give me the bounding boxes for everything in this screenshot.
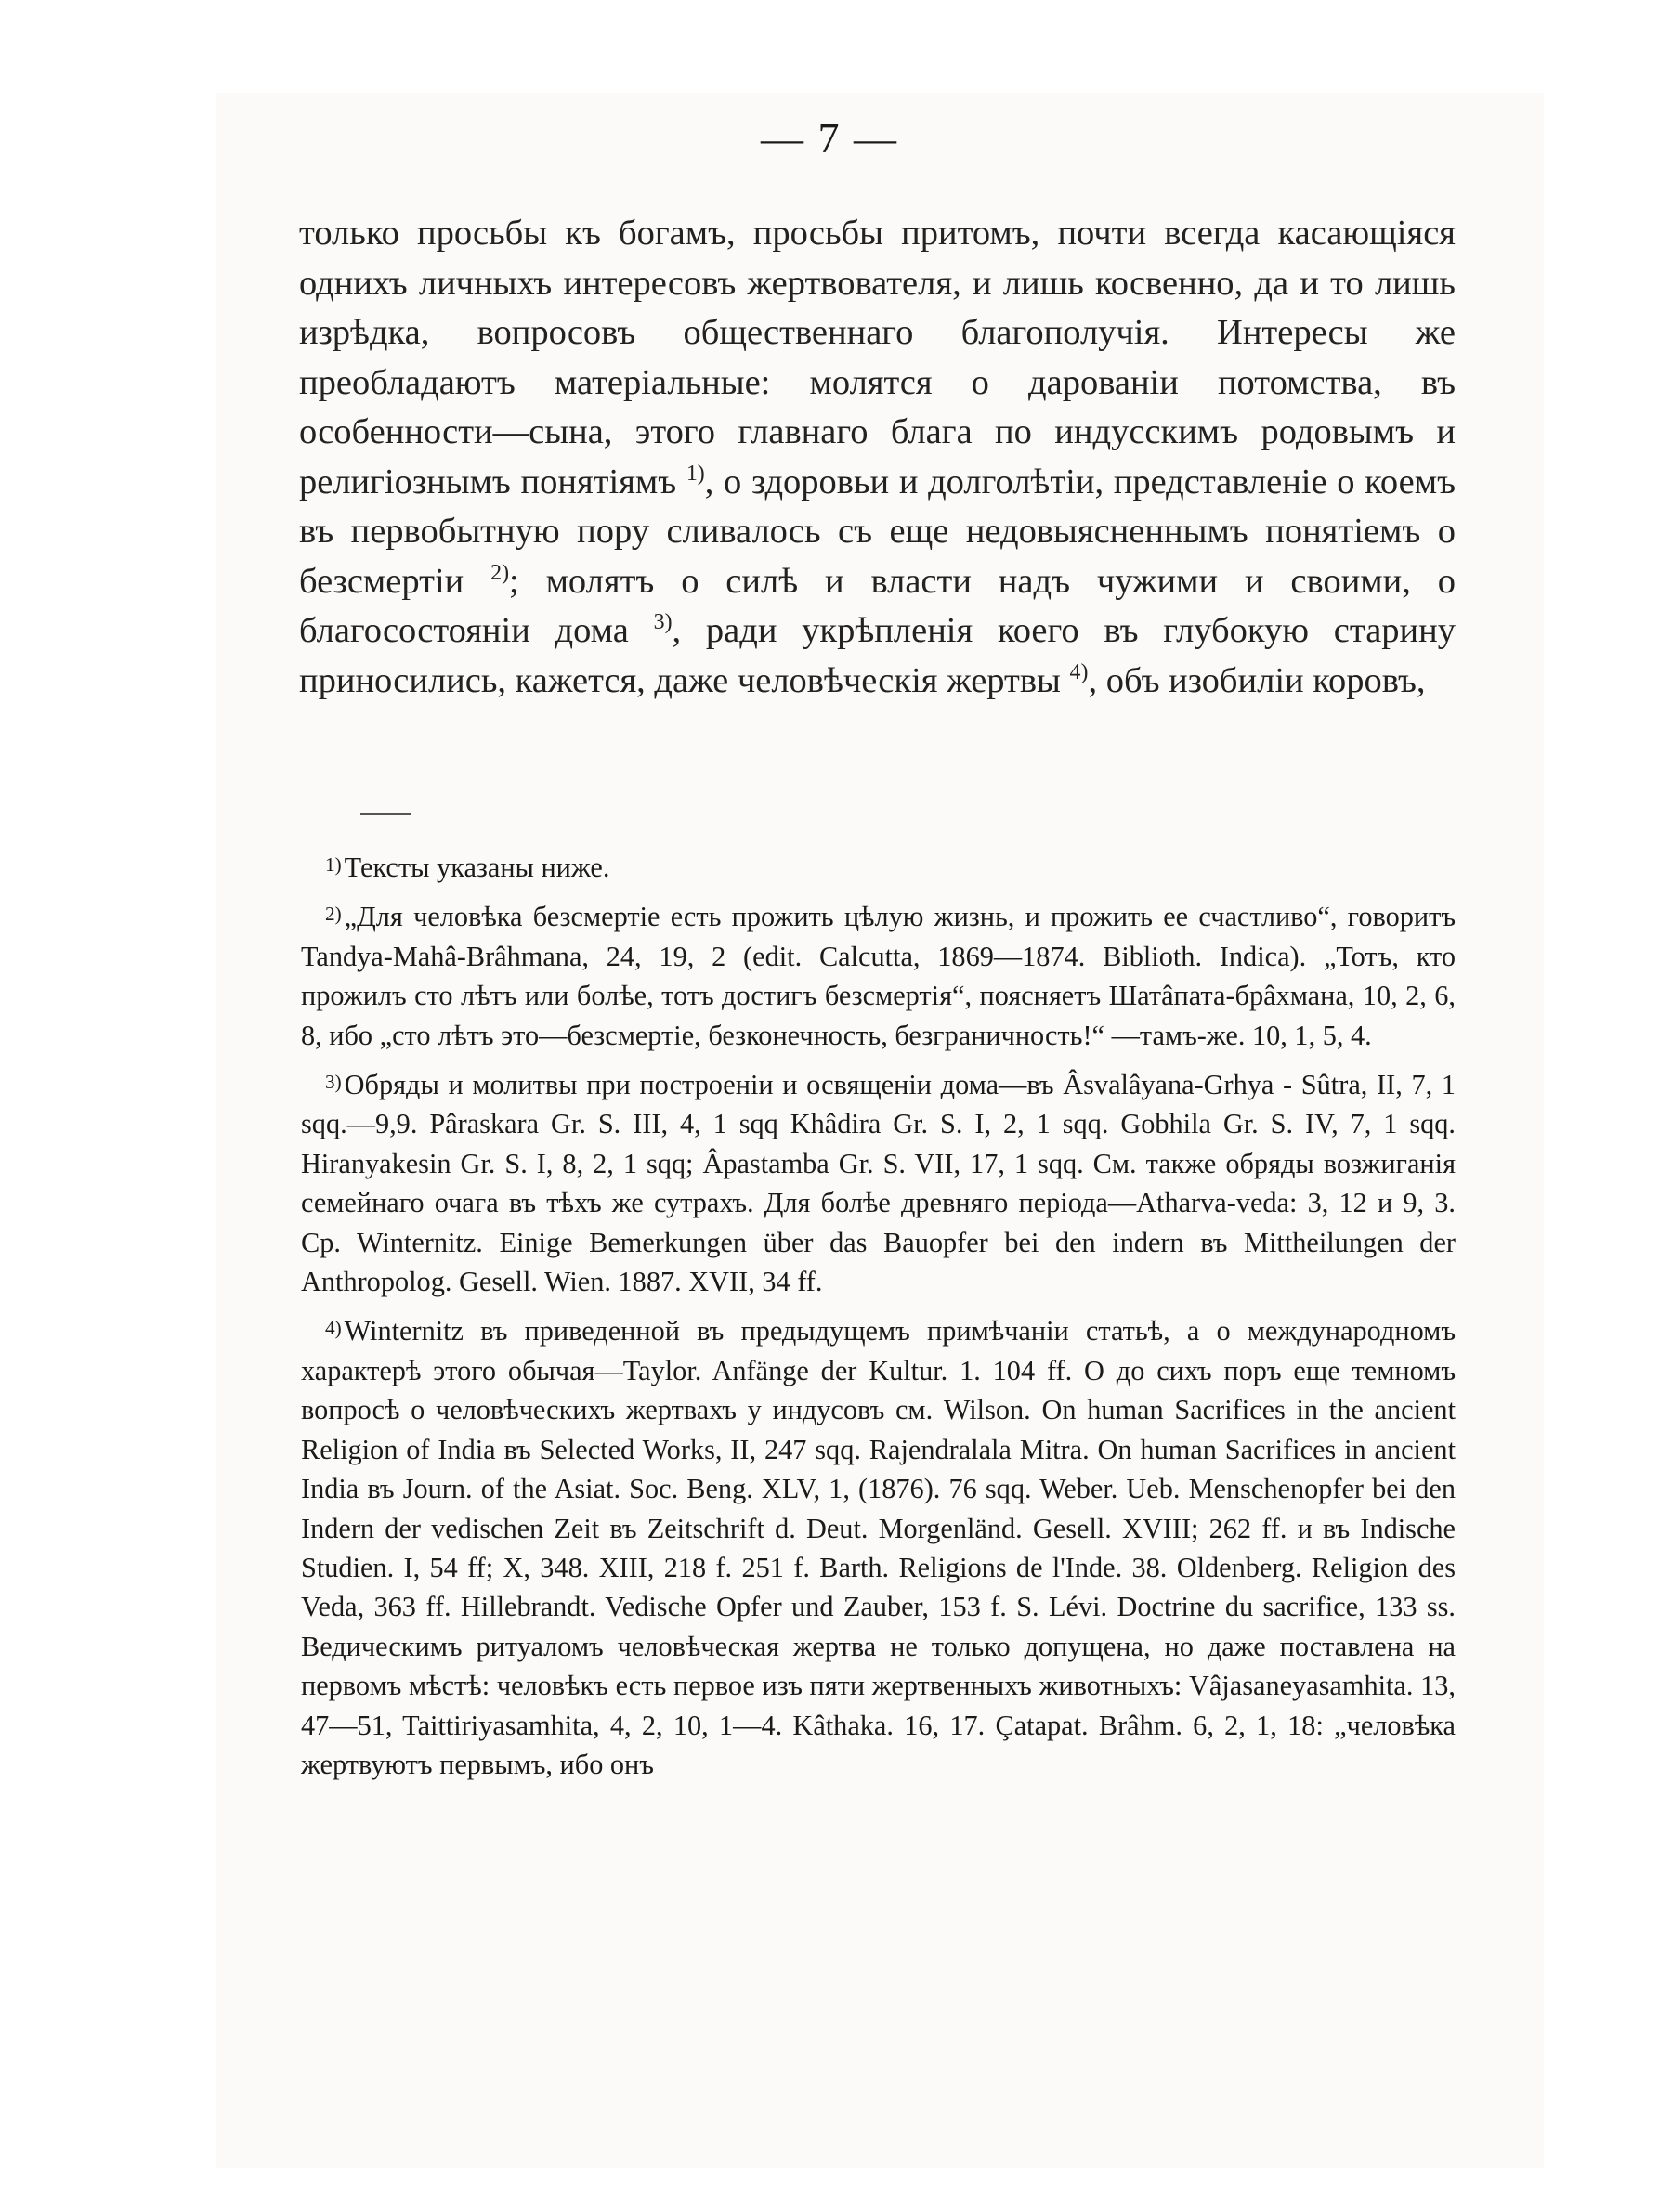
page-number: — 7 — — [761, 114, 898, 162]
main-text-part-1: только просьбы къ богамъ, просьбы притомъ, почти всегда касающіяся однихъ личныхъ интересовъ жертвователя, и лишь косвенно, да и то лишь изрѣдка, вопросовъ общественнаго благополучія. Интересы же преобладаютъ матеріальные: молятся о дарованіи потомства, въ особенности—сына, этого главнаго блага по индусскимъ родовымъ и религіознымъ понятіямъ — [299, 214, 1456, 501]
main-paragraph — [299, 209, 1456, 706]
footnote-marker: 1) — [325, 853, 342, 876]
footnote-marker: 4) — [325, 1317, 342, 1340]
footnote-marker: 3) — [325, 1071, 342, 1094]
footnote-separator-rule — [360, 813, 411, 815]
footnote-3 — [301, 1062, 1456, 1301]
footnotes — [301, 845, 1456, 1791]
main-text-part-2: , о здоровьи и долголѣтіи, представленіе о коемъ въ первобытную пору сливалось съ еще недовыясненнымъ понятіемъ о безсмертіи — [299, 462, 1457, 601]
footnote-text: Обряды и молитвы при построеніи и освященіи дома—въ Âsvalâyana-Grhya - Sûtra, II, 7, 1 sqq.—9,9. Pâraskara Gr. S. III, 4, 1 sqq Khâdira Gr. S. I, 2, 1 sqq. Gobhila Gr. S. IV, 7, 1 sqq. Hiranyakesin Gr. S. I, 8, 2, 1 sqq; Âpastamba Gr. S. VII, 17, 1 sqq. См. также обряды возжиганія семейнаго очага въ тѣхъ же сутрахъ. Для болѣе древняго періода—Atharva-veda: 3, 12 и 9, 3. Cp. Winternitz. Einige Bemerkungen über das Bauopfer bei den indern въ Mittheilungen der Anthropolog. Gesell. Wien. 1887. XVII, 34 ff. — [301, 1069, 1456, 1298]
footnote-text: Тексты указаны ниже. — [344, 852, 610, 883]
footnote-2 — [301, 894, 1456, 1055]
footnote-ref-1[interactable]: 1) — [686, 461, 705, 486]
footnote-text: „Для человѣка безсмертіе есть прожить цѣлую жизнь, и прожить ее счастливо“, говоритъ Tandya-Mahâ-Brâhmana, 24, 19, 2 (edit. Calcutta, 1869—1874. Biblioth. Indica). „Тотъ, кто прожилъ сто лѣтъ или болѣе, тотъ достигъ безсмертія“, поясняетъ Шатâпата-брâхмана, 10, 2, 6, 8, ибо „сто лѣтъ это—безсмертіе, безконечность, безграничность!“ —тамъ-же. 10, 1, 5, 4. — [301, 901, 1456, 1051]
footnote-marker: 2) — [325, 903, 342, 926]
main-text-part-5: , объ изобиліи коровъ, — [1088, 660, 1426, 700]
footnote-4 — [301, 1308, 1456, 1784]
footnote-ref-3[interactable]: 3) — [653, 610, 673, 635]
footnote-ref-2[interactable]: 2) — [490, 560, 510, 585]
footnote-text: Winternitz въ приведенной въ предыдущемъ примѣчаніи статьѣ, а о международномъ характерѣ этого обычая—Taylor. Anfänge der Kultur. 1. 104 ff. О до сихъ поръ еще темномъ вопросѣ о человѣческихъ жертвахъ у индусовъ см. Wilson. On human Sacrifices in the ancient Religion of India въ Selected Works, II, 247 sqq. Rajendralala Mitra. On human Sacrifices in ancient India въ Journ. of the Asiat. Soc. Beng. XLV, 1, (1876). 76 sqq. Weber. Ueb. Menschenopfer bei den Indern der vedischen Zeit въ Zeitschrift d. Deut. Morgenländ. Gesell. XVIII; 262 ff. и въ Indische Studien. I, 54 ff; X, 348. XIII, 218 f. 251 f. Barth. Religions de l'Inde. 38. Oldenberg. Religion des Veda, 363 ff. Hillebrandt. Vedische Opfer und Zauber, 153 f. S. Lévi. Doctrine du sacrifice, 133 ss. Ведическимъ ритуаломъ человѣческая жертва не только допущена, но даже поставлена на первомъ мѣстѣ: человѣкъ есть первое изъ пяти жертвенныхъ животныхъ: Vâjasaneyasamhita. 13, 47—51, Taittiriyasamhita, 4, 2, 10, 1—4. Kâthaka. 16, 17. Çatapat. Brâhm. 6, 2, 1, 18: „человѣка жертвуютъ первымъ, ибо онъ — [301, 1315, 1456, 1780]
footnote-1 — [301, 845, 1456, 887]
main-text-part-3: ; молятъ о силѣ и власти надъ чужими и своими, о благосостояніи дома — [299, 561, 1456, 650]
main-text-part-4: , ради укрѣпленія коего въ глубокую старину приносились, кажется, даже человѣческія жертвы — [299, 611, 1456, 700]
footnote-ref-4[interactable]: 4) — [1069, 659, 1089, 684]
